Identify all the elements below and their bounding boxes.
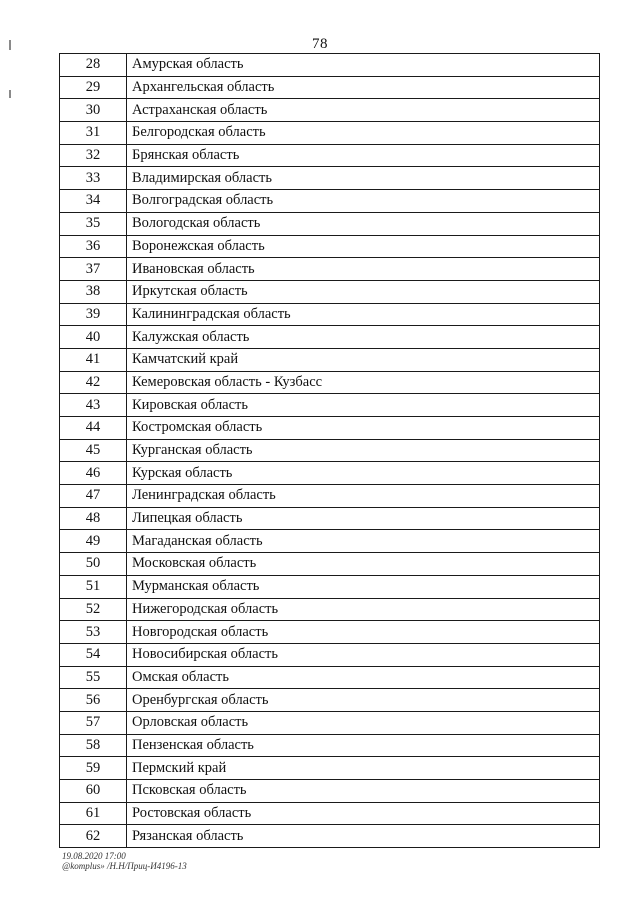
- row-number: 53: [60, 621, 127, 644]
- table-row: [60, 280, 600, 303]
- row-number: 50: [60, 553, 127, 576]
- table-row: [60, 598, 600, 621]
- table-row: [60, 757, 600, 780]
- table-row: [60, 348, 600, 371]
- row-number: 51: [60, 575, 127, 598]
- table-row: [60, 99, 600, 122]
- row-number: 43: [60, 394, 127, 417]
- table-row: [60, 258, 600, 281]
- footer-date-stamp: 19.08.2020 17:00: [62, 851, 126, 861]
- region-name: Кировская область: [127, 394, 600, 417]
- table-row: [60, 439, 600, 462]
- table-row: [60, 780, 600, 803]
- region-name: Костромская область: [127, 417, 600, 440]
- region-name: Курганская область: [127, 439, 600, 462]
- row-number: 45: [60, 439, 127, 462]
- row-number: 35: [60, 212, 127, 235]
- table-row: [60, 212, 600, 235]
- region-name: Омская область: [127, 666, 600, 689]
- table-row: [60, 417, 600, 440]
- region-name: Орловская область: [127, 711, 600, 734]
- row-number: 30: [60, 99, 127, 122]
- region-name: Амурская область: [127, 54, 600, 77]
- row-number: 42: [60, 371, 127, 394]
- row-number: 32: [60, 144, 127, 167]
- table-row: [60, 734, 600, 757]
- row-number: 39: [60, 303, 127, 326]
- row-number: 57: [60, 711, 127, 734]
- regions-table-body: [60, 54, 600, 848]
- table-row: [60, 643, 600, 666]
- row-number: 58: [60, 734, 127, 757]
- region-name: Новосибирская область: [127, 643, 600, 666]
- table-row: [60, 371, 600, 394]
- table-row: [60, 167, 600, 190]
- row-number: 36: [60, 235, 127, 258]
- region-name: Камчатский край: [127, 348, 600, 371]
- table-row: [60, 666, 600, 689]
- region-name: Московская область: [127, 553, 600, 576]
- scan-edge-mark-bottom: [9, 90, 11, 98]
- row-number: 54: [60, 643, 127, 666]
- table-row: [60, 303, 600, 326]
- region-name: Псковская область: [127, 780, 600, 803]
- region-name: Белгородская область: [127, 122, 600, 145]
- table-row: [60, 394, 600, 417]
- row-number: 61: [60, 802, 127, 825]
- region-name: Мурманская область: [127, 575, 600, 598]
- region-name: Волгоградская область: [127, 190, 600, 213]
- row-number: 47: [60, 485, 127, 508]
- region-name: Кемеровская область - Кузбасс: [127, 371, 600, 394]
- row-number: 44: [60, 417, 127, 440]
- table-row: [60, 76, 600, 99]
- region-name: Пермский край: [127, 757, 600, 780]
- region-name: Магаданская область: [127, 530, 600, 553]
- region-name: Оренбургская область: [127, 689, 600, 712]
- region-name: Архангельская область: [127, 76, 600, 99]
- row-number: 60: [60, 780, 127, 803]
- region-name: Курская область: [127, 462, 600, 485]
- row-number: 52: [60, 598, 127, 621]
- row-number: 31: [60, 122, 127, 145]
- table-row: [60, 689, 600, 712]
- row-number: 62: [60, 825, 127, 848]
- region-name: Астраханская область: [127, 99, 600, 122]
- row-number: 56: [60, 689, 127, 712]
- table-row: [60, 553, 600, 576]
- page-number: 78: [312, 36, 328, 52]
- region-name: Брянская область: [127, 144, 600, 167]
- region-name: Воронежская область: [127, 235, 600, 258]
- row-number: 38: [60, 280, 127, 303]
- table-row: [60, 190, 600, 213]
- region-name: Ивановская область: [127, 258, 600, 281]
- table-row: [60, 507, 600, 530]
- footer-document-reference: @komplus» /Н.Н/Приц-И4196-13: [62, 861, 187, 871]
- row-number: 29: [60, 76, 127, 99]
- table-row: [60, 802, 600, 825]
- table-row: [60, 825, 600, 848]
- row-number: 46: [60, 462, 127, 485]
- region-name: Ростовская область: [127, 802, 600, 825]
- region-name: Иркутская область: [127, 280, 600, 303]
- region-name: Липецкая область: [127, 507, 600, 530]
- table-row: [60, 711, 600, 734]
- table-row: [60, 575, 600, 598]
- region-name: Нижегородская область: [127, 598, 600, 621]
- table-row: [60, 54, 600, 77]
- table-row: [60, 530, 600, 553]
- region-name: Владимирская область: [127, 167, 600, 190]
- row-number: 48: [60, 507, 127, 530]
- table-row: [60, 621, 600, 644]
- row-number: 34: [60, 190, 127, 213]
- region-name: Пензенская область: [127, 734, 600, 757]
- table-row: [60, 144, 600, 167]
- region-name: Ленинградская область: [127, 485, 600, 508]
- region-name: Новгородская область: [127, 621, 600, 644]
- region-name: Калининградская область: [127, 303, 600, 326]
- table-row: [60, 122, 600, 145]
- table-row: [60, 462, 600, 485]
- table-row: [60, 326, 600, 349]
- row-number: 40: [60, 326, 127, 349]
- region-name: Калужская область: [127, 326, 600, 349]
- row-number: 41: [60, 348, 127, 371]
- table-row: [60, 235, 600, 258]
- row-number: 55: [60, 666, 127, 689]
- row-number: 49: [60, 530, 127, 553]
- row-number: 59: [60, 757, 127, 780]
- region-name: Вологодская область: [127, 212, 600, 235]
- row-number: 28: [60, 54, 127, 77]
- row-number: 33: [60, 167, 127, 190]
- row-number: 37: [60, 258, 127, 281]
- regions-table: [59, 53, 600, 848]
- table-row: [60, 485, 600, 508]
- region-name: Рязанская область: [127, 825, 600, 848]
